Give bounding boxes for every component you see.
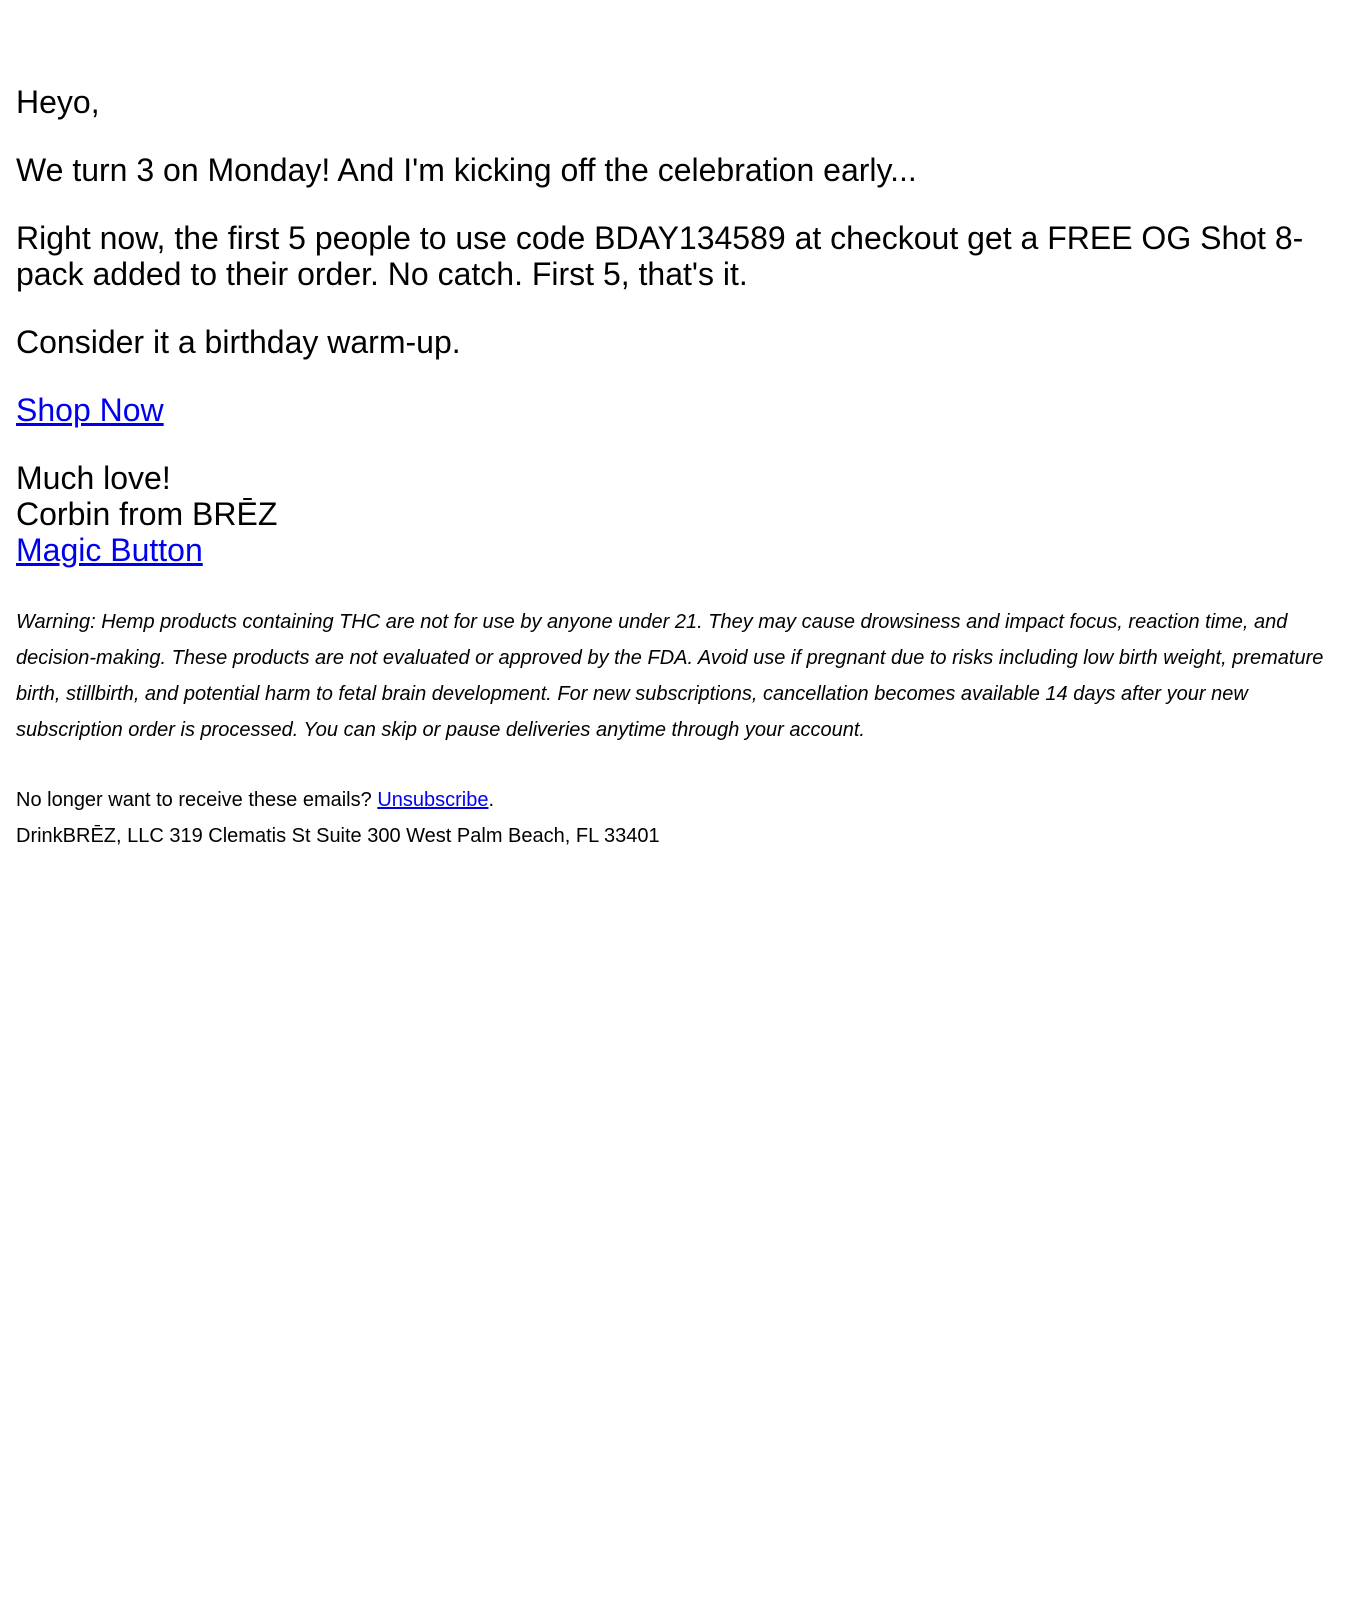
offer-text: Right now, the first 5 people to use code BDAY134589 at checkout get a FREE OG Shot 8-pack added to their order. No catch. First 5, that's it.	[16, 220, 1304, 292]
unsubscribe-prompt: No longer want to receive these emails?	[16, 789, 378, 811]
warmup-text: Consider it a birthday warm-up.	[16, 324, 461, 360]
announcement-text: We turn 3 on Monday! And I'm kicking off the celebration early...	[16, 152, 917, 188]
unsubscribe-suffix: .	[488, 789, 495, 811]
unsubscribe-line	[16, 782, 1336, 818]
legal-warning: Warning: Hemp products containing THC are not for use by anyone under 21. They may cause drowsiness and impact focus, reaction time, and decision-making. These products are not evaluated or approved by the FDA. Avoid use if pregnant due to risks including low birth weight, premature birth, stillbirth, and potential harm to fetal brain development. For new subscriptions, cancellation becomes available 14 days after your new subscription order is processed. You can skip or pause deliveries anytime through your account.	[16, 611, 1324, 741]
signoff-text: Much love!	[16, 460, 171, 496]
company-address: DrinkBRĒZ, LLC 319 Clematis St Suite 300 West Palm Beach, FL 33401	[16, 825, 660, 847]
shop-now-link[interactable]: Shop Now	[16, 392, 164, 428]
magic-button-link[interactable]: Magic Button	[16, 532, 203, 568]
shop-now-paragraph	[16, 392, 164, 428]
signature-block	[16, 460, 277, 568]
signature-text: Corbin from BRĒZ	[16, 496, 278, 532]
greeting-text: Heyo,	[16, 84, 100, 120]
unsubscribe-link[interactable]: Unsubscribe	[377, 789, 489, 811]
email-footer	[16, 782, 1336, 854]
